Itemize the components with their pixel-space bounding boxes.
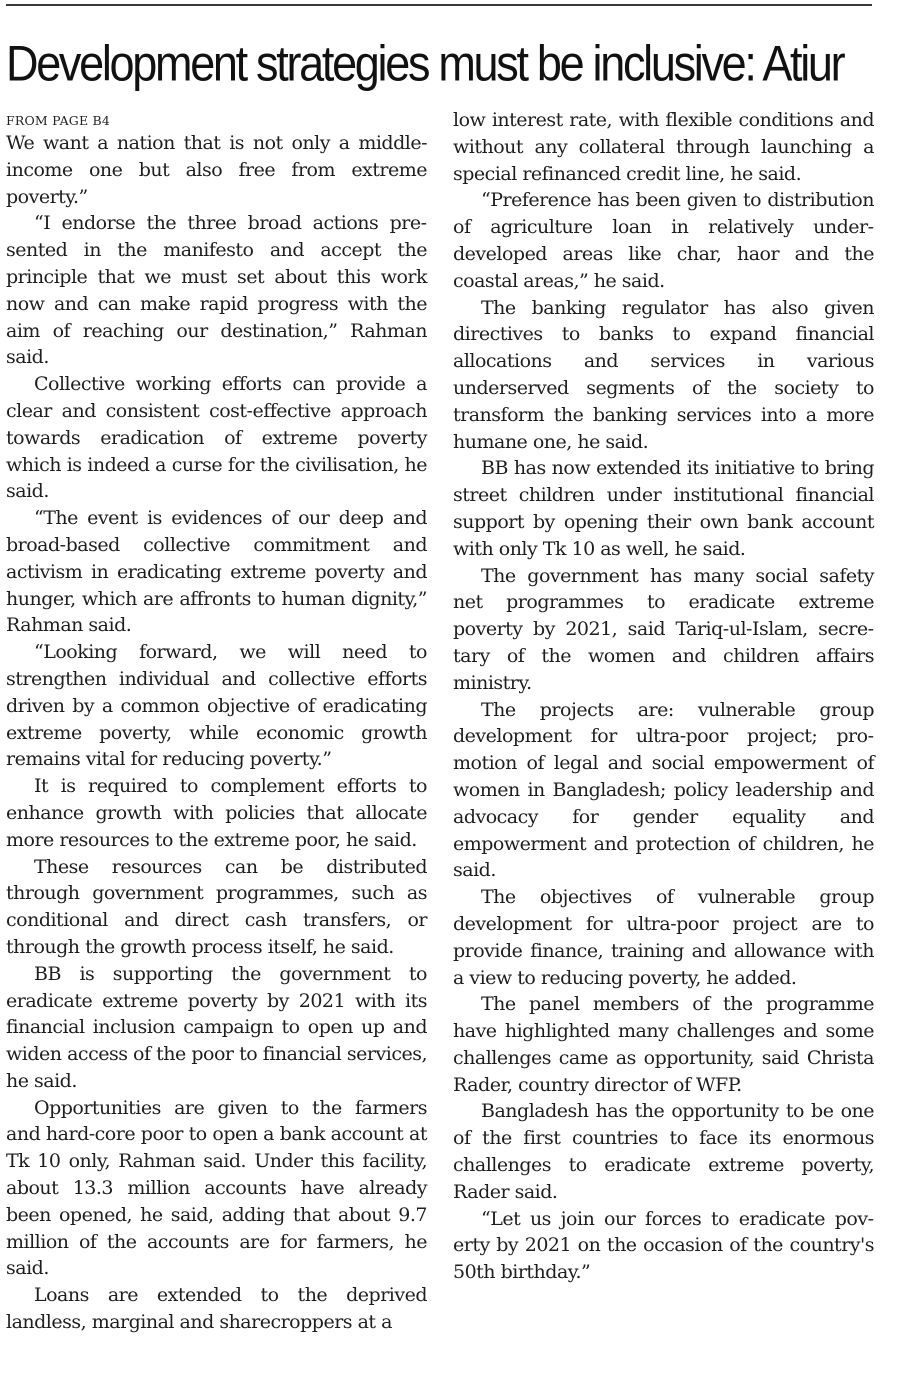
article-headline: Development strategies must be inclusive: Atiur <box>6 34 844 92</box>
article-paragraph: The banking regulator has also given directives to banks to expand financial allocations and services in various underserved segments of the society to transform the banking services into a more humane one, he said. <box>453 296 874 453</box>
article-paragraph: BB is supporting the government to eradicate extreme poverty by 2021 with its financial inclusion campaign to open up and widen access of the poor to financial services, he said. <box>6 962 427 1092</box>
article-paragraph: The objectives of vulnerable group development for ultra-poor project are to provide finance, training and allowance with a view to reducing poverty, he added. <box>453 886 874 989</box>
top-rule-divider <box>6 4 872 6</box>
article-column-left <box>6 108 427 1336</box>
article-paragraph: Opportunities are given to the farmers and hard-core poor to open a bank account at Tk 10 only, Rahman said. Under this facility, about 13.3 million accounts have already been opened, he said, adding that about 9.7 million of the accounts are for farmers, he said. <box>6 1096 427 1280</box>
article-paragraph: Collective working efforts can provide a clear and consistent cost-effective approach towards eradication of extreme poverty which is indeed a curse for the civilisation, he said. <box>6 373 427 503</box>
article-paragraph: BB has now extended its initiative to bring street children under institutional financial support by opening their own bank account with only Tk 10 as well, he said. <box>453 457 874 560</box>
article-paragraph: “Let us join our forces to eradicate poverty by 2021 on the occasion of the country's 50th birthday.” <box>453 1207 874 1284</box>
article-paragraph: The government has many social safety net programmes to eradicate extreme poverty by 2021, said Tariq-ul-Islam, secretary of the women and children affairs ministry. <box>453 564 874 694</box>
article-paragraph: The projects are: vulnerable group development for ultra-poor project; promotion of legal and social empowerment of women in Bangladesh; policy leadership and advocacy for gender equality and empowerment and protection of children, he said. <box>453 698 874 882</box>
article-paragraph: low interest rate, with flexible conditions and without any collateral through launching a special refinanced credit line, he said. <box>453 109 874 185</box>
article-paragraph: We want a nation that is not only a middle-income one but also free from extreme poverty.” <box>6 132 427 208</box>
article-paragraph: Bangladesh has the opportunity to be one of the first countries to face its enormous challenges to eradicate extreme poverty, Rader said. <box>453 1100 874 1203</box>
article-paragraph: These resources can be distributed through government programmes, such as conditional and direct cash transfers, or through the growth process itself, he said. <box>6 855 427 958</box>
article-column-right <box>453 107 874 1286</box>
article-paragraph: “The event is evidences of our deep and broad-based collective commitment and activism in eradicating extreme poverty and hunger, which are affronts to human dignity,” Rahman said. <box>6 507 427 637</box>
article-paragraph: Loans are extended to the deprived landless, marginal and sharecroppers at a <box>6 1284 427 1334</box>
article-paragraph: “I endorse the three broad actions presented in the manifesto and accept the principle that we must set about this work now and can make rapid progress with the aim of reaching our destination,” Rahman said. <box>6 212 427 369</box>
continuation-kicker: FROM PAGE B4 <box>6 113 111 128</box>
article-paragraph: “Preference has been given to distribution of agriculture loan in relatively underdeveloped areas like char, haor and the coastal areas,” he said. <box>453 189 874 292</box>
article-paragraph: “Looking forward, we will need to strengthen individual and collective efforts driven by a common objective of eradicating extreme poverty, while economic growth remains vital for reducing poverty.” <box>6 641 427 771</box>
article-paragraph: The panel members of the programme have highlighted many challenges and some challenges came as opportunity, said Christa Rader, country director of WFP. <box>453 993 874 1096</box>
article-paragraph: It is required to complement efforts to enhance growth with policies that allocate more resources to the extreme poor, he said. <box>6 775 427 851</box>
